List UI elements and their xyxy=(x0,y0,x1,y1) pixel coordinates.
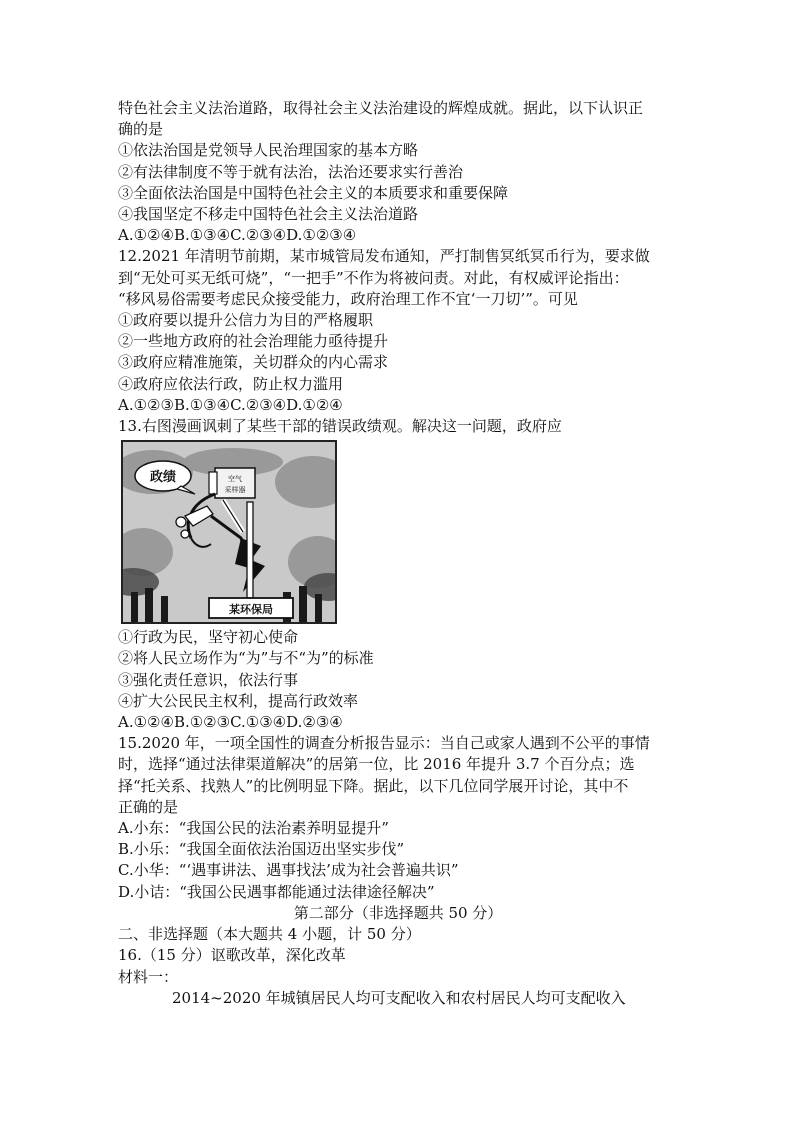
q12-option-1: ①政府要以提升公信力为目的严格履职 xyxy=(118,311,374,330)
q12-choices: A.①②③B.①③④C.②③④D.①②④ xyxy=(118,395,343,414)
device-label-2: 采样器 xyxy=(224,486,246,495)
q12-option-2: ②一些地方政府的社会治理能力亟待提升 xyxy=(118,332,389,351)
part2-heading: 第二部分（非选择题共 50 分） xyxy=(293,903,503,922)
q15-stem-3: 择“托关系、找熟人”的比例明显下降。据此，以下几位同学展开讨论，其中不 xyxy=(118,776,629,795)
q13-choices: A.①②④B.①②③C.①③④D.②③④ xyxy=(118,713,343,732)
q15-option-b: B.小乐：“我国全面依法治国迈出坚实步伐” xyxy=(118,840,405,859)
q15-stem-2: 时，选择“通过法律渠道解决”的居第一位，比 2016 年提升 3.7 个百分点；选 xyxy=(118,755,635,774)
material-label: 材料一： xyxy=(118,967,179,986)
cartoon-pole xyxy=(247,502,253,598)
q11-option-1: ①依法治国是党领导人民治理国家的基本方略 xyxy=(118,141,419,160)
cartoon-bubble-text: 政绩 xyxy=(149,470,177,486)
intro-line-1: 特色社会主义法治道路，取得社会主义法治建设的辉煌成就。据此，以下认识正 xyxy=(118,99,644,117)
q13-cartoon xyxy=(121,440,337,624)
q13-option-4: ④扩大公民民主权利，提高行政效率 xyxy=(118,691,359,710)
q12-option-3: ③政府应精准施策，关切群众的内心需求 xyxy=(118,353,389,372)
q15-option-c: C.小华：“‘遇事讲法、遇事找法’成为社会普遍共识” xyxy=(118,861,459,880)
exam-page xyxy=(118,98,678,1009)
q11-choices: A.①②④B.①③④C.②③④D.①②③④ xyxy=(118,226,357,245)
q11-option-2: ②有法律制度不等于就有法治，法治还要求实行善治 xyxy=(118,162,464,181)
q13-option-2: ②将人民立场作为“为”与不“为”的标准 xyxy=(118,649,374,668)
q12-option-4: ④政府应依法行政，防止权力滥用 xyxy=(118,374,344,393)
q16-stem: 16.（15 分）讴歌改革，深化改革 xyxy=(118,946,346,965)
cartoon-sign-text: 某环保局 xyxy=(229,603,273,617)
chart-title: 2014~2020 年城镇居民人均可支配收入和农村居民人均可支配收入 xyxy=(172,988,626,1007)
q12-stem-2: 到“无处可买无纸可烧”，“一把手”不作为将被问责。对此，有权威评论指出： xyxy=(118,268,629,287)
cartoon-illustration xyxy=(123,442,335,622)
q13-stem: 13.右图漫画讽刺了某些干部的错误政绩观。解决这一问题，政府应 xyxy=(118,417,562,436)
q15-stem-1: 15.2020 年，一项全国性的调查分析报告显示：当自己或家人遇到不公平的事情 xyxy=(118,734,650,753)
q12-stem-3: “移风易俗需要考虑民众接受能力，政府治理工作不宜‘一刀切’”。可见 xyxy=(118,289,578,308)
q11-option-3: ③全面依法治国是中国特色社会主义的本质要求和重要保障 xyxy=(118,183,509,202)
q15-stem-4: 正确的是 xyxy=(118,797,179,816)
q13-option-3: ③强化责任意识，依法行事 xyxy=(118,670,299,689)
q11-option-4: ④我国坚定不移走中国特色社会主义法治道路 xyxy=(118,205,419,224)
q12-stem-1: 12.2021 年清明节前期，某市城管局发布通知，严打制售冥纸冥币行为，要求做 xyxy=(118,247,650,266)
intro-line-2: 确的是 xyxy=(118,120,164,139)
device-label-1: 空气 xyxy=(228,475,242,484)
section-heading: 二、非选择题（本大题共 4 小题，计 50 分） xyxy=(118,925,421,944)
q15-option-a: A.小东：“我国公民的法治素养明显提升” xyxy=(118,819,389,838)
q13-option-1: ①行政为民，坚守初心使命 xyxy=(118,628,299,647)
q15-option-d: D.小诘：“我国公民遇事都能通过法律途径解决” xyxy=(118,882,435,901)
